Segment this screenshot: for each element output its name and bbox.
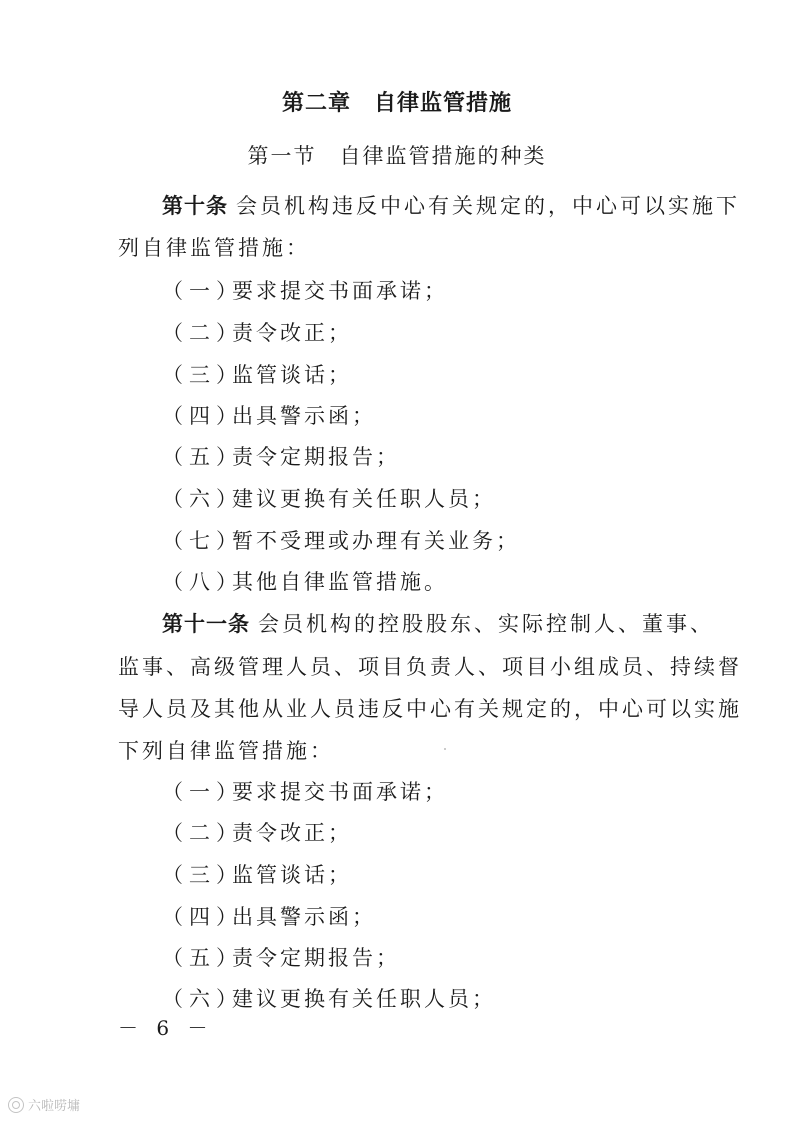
page-number: － 6 － bbox=[118, 1016, 214, 1040]
article-11-line-4: 下列自律监管措施： bbox=[118, 739, 334, 763]
article-10-item: （七）暂不受理或办理有关业务； bbox=[162, 529, 520, 553]
article-10-line-2: 列自律监管措施： bbox=[118, 236, 310, 260]
article-10-text-1: 会员机构违反中心有关规定的，中心可以实施下 bbox=[236, 194, 740, 218]
article-11-item: （四）出具警示函； bbox=[162, 905, 376, 929]
article-10-item: （六）建议更换有关任职人员； bbox=[162, 487, 496, 511]
article-10-label: 第十条 bbox=[162, 194, 228, 218]
article-10-item: （一）要求提交书面承诺； bbox=[162, 279, 448, 303]
scan-speck bbox=[444, 748, 446, 750]
article-11-item: （六）建议更换有关任职人员； bbox=[162, 987, 496, 1011]
watermark bbox=[8, 1095, 80, 1114]
section-title: 第一节 自律监管措施的种类 bbox=[247, 144, 547, 168]
article-11-item: （一）要求提交书面承诺； bbox=[162, 780, 448, 804]
article-11-line-2: 监事、高级管理人员、项目负责人、项目小组成员、持续督 bbox=[118, 655, 742, 679]
article-10-item: （四）出具警示函； bbox=[162, 404, 376, 428]
watermark-text: 六啦唠墉 bbox=[28, 1099, 81, 1114]
article-11-item: （三）监管谈话； bbox=[162, 863, 352, 887]
logo-icon bbox=[8, 1097, 24, 1113]
article-10-item: （五）责令定期报告； bbox=[162, 445, 400, 469]
chapter-title: 第二章 自律监管措施 bbox=[281, 91, 512, 116]
article-11-line-1 bbox=[162, 608, 714, 638]
article-11-line-3: 导人员及其他从业人员违反中心有关规定的，中心可以实施 bbox=[118, 697, 742, 721]
article-11-text-1: 会员机构的控股股东、实际控制人、董事、 bbox=[258, 612, 714, 636]
article-11-item: （五）责令定期报告； bbox=[162, 946, 400, 970]
article-10-line-1 bbox=[162, 190, 740, 220]
article-11-item: （二）责令改正； bbox=[162, 821, 352, 845]
article-11-label: 第十一条 bbox=[162, 612, 250, 636]
article-10-item: （三）监管谈话； bbox=[162, 363, 352, 387]
article-10-item: （八）其他自律监管措施。 bbox=[162, 570, 448, 594]
article-10-item: （二）责令改正； bbox=[162, 321, 352, 345]
